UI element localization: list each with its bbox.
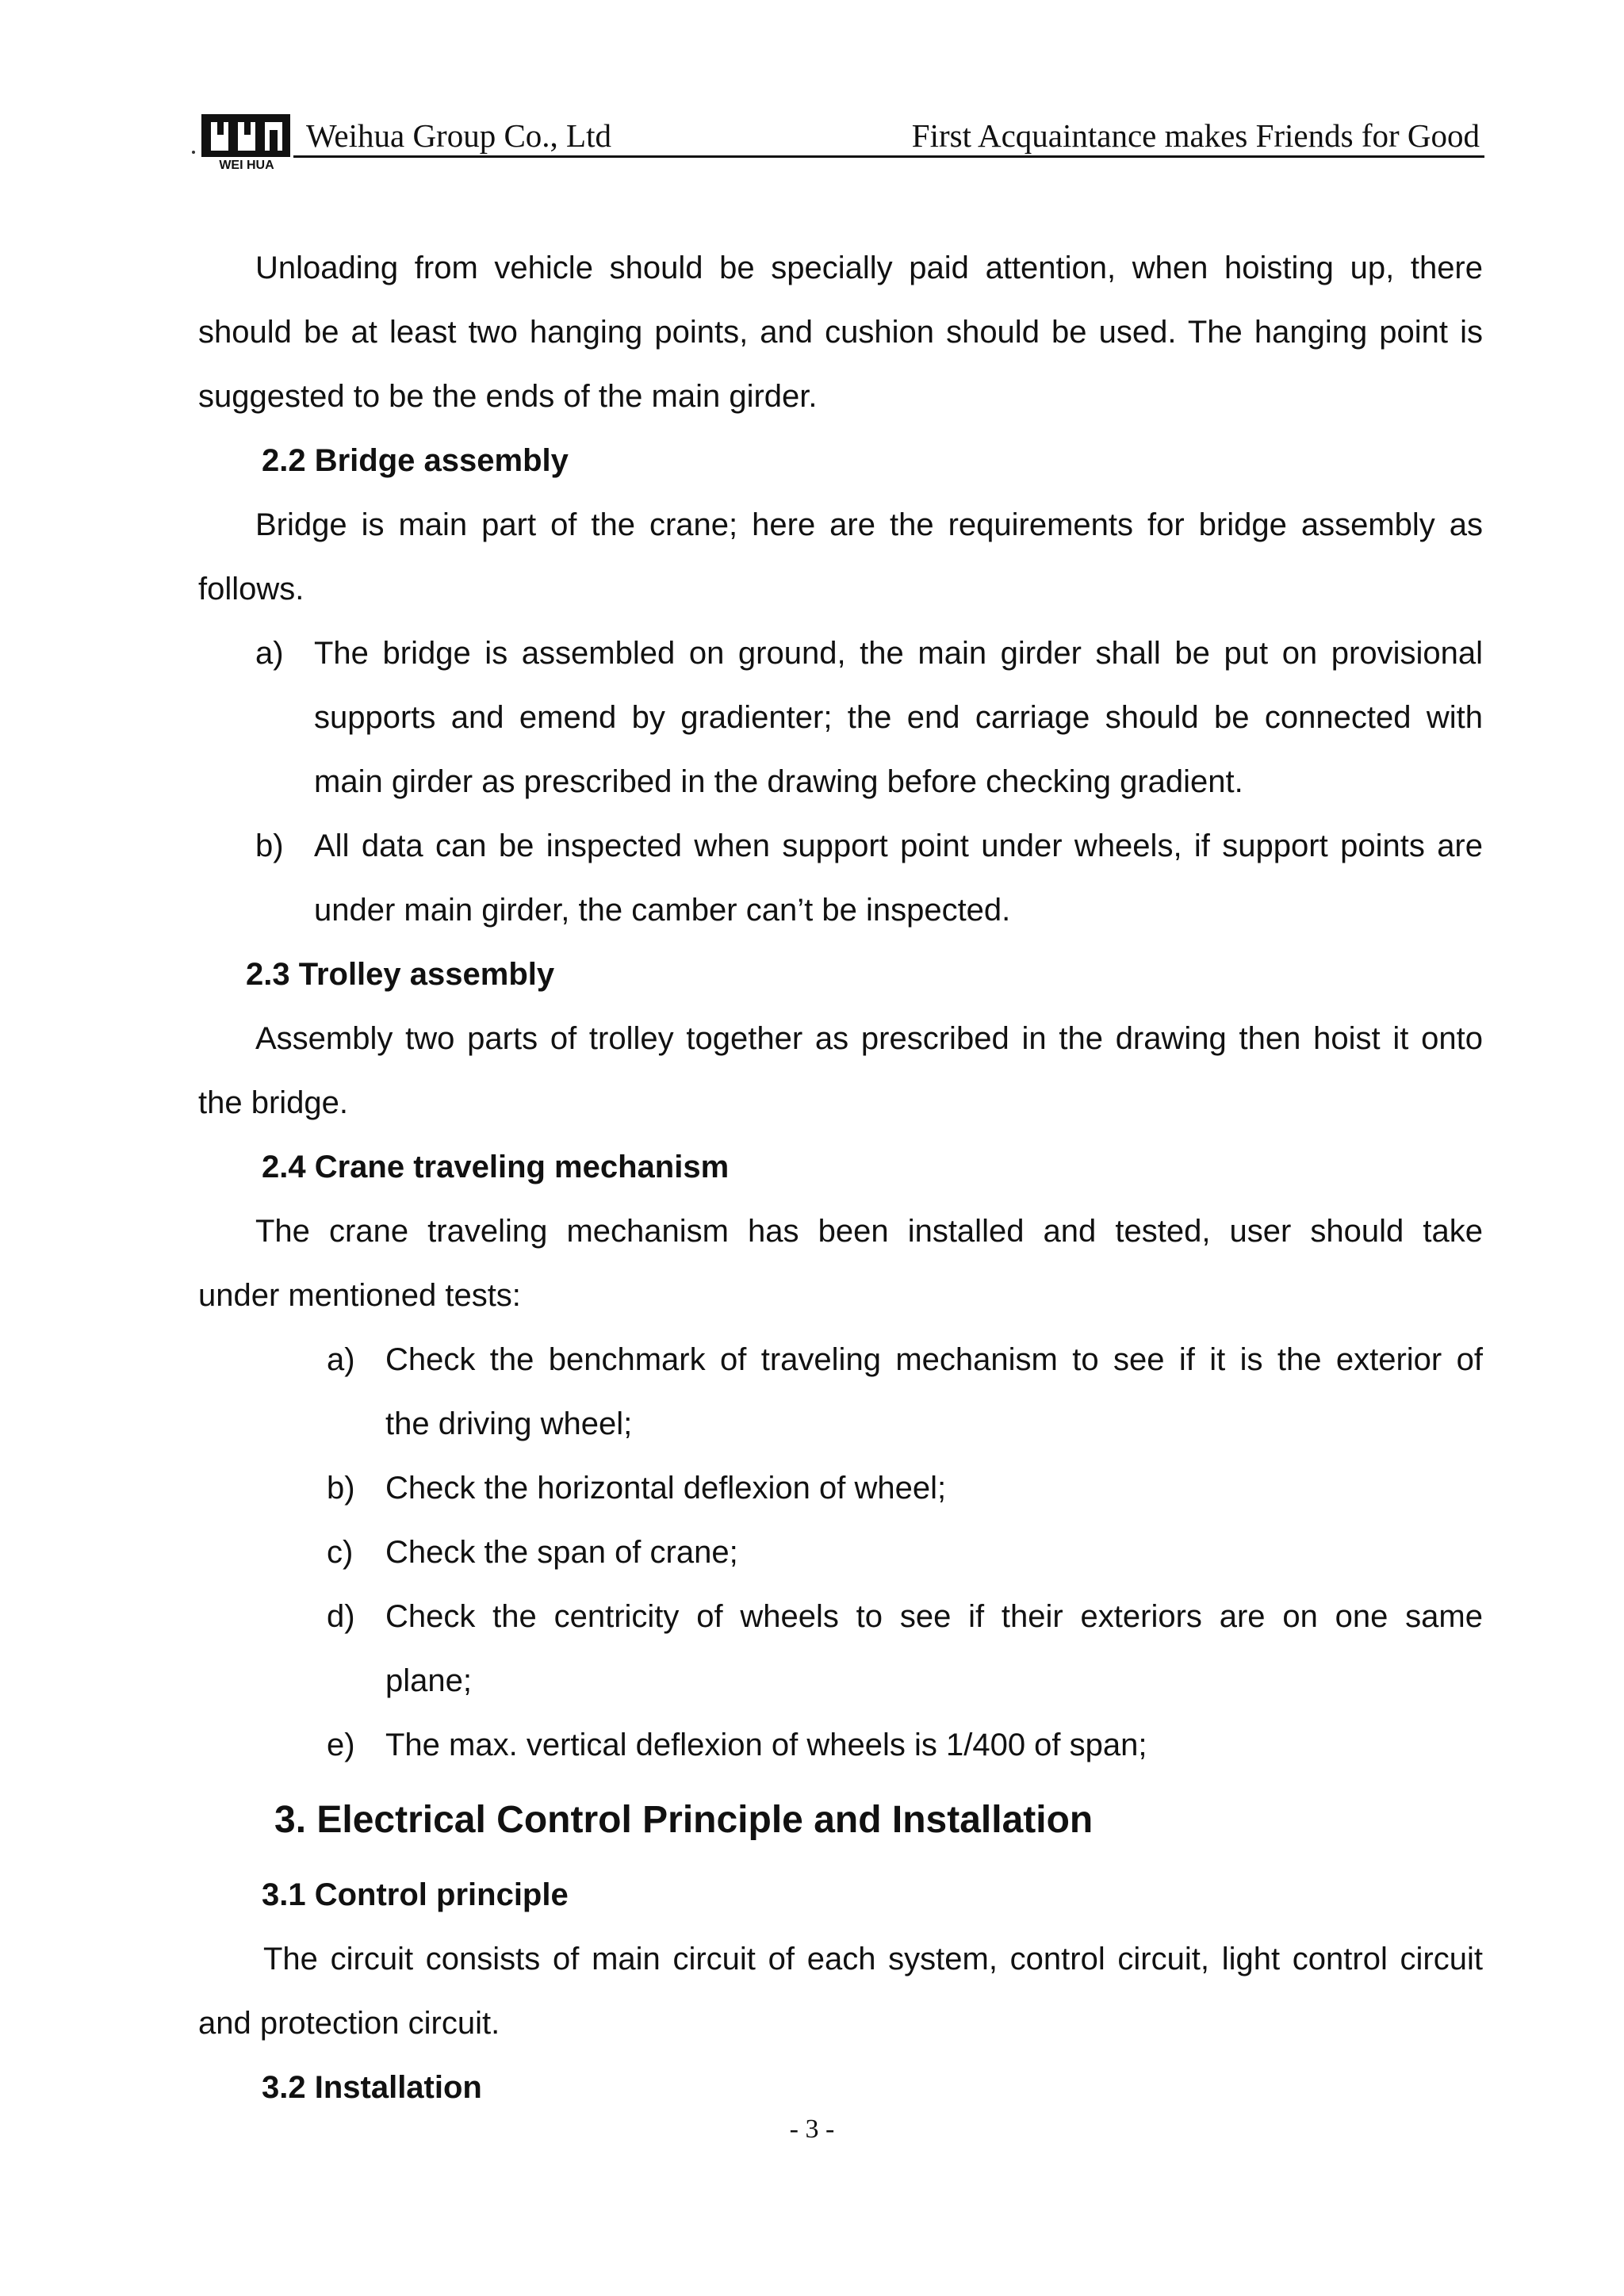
intro-line-3: suggested to be the ends of the main girder. [198,379,818,414]
s24-line-2: under mentioned tests: [198,1278,521,1313]
section-heading-3-1: 3.1 Control principle [262,1877,569,1912]
s31-line-1: The circuit consists of main circuit of each system, control circuit, light control circuit [263,1942,1483,1976]
s22-line-2: follows. [198,572,304,607]
header-dot [192,151,195,154]
list-marker: a) [255,636,284,671]
s23-line-1: Assembly two parts of trolley together as prescribed in the drawing then hoist it onto [255,1021,1483,1056]
s22-item-a-line-3: main girder as prescribed in the drawing before checking gradient. [314,764,1243,799]
section-heading-3-2: 3.2 Installation [262,2070,482,2105]
page-header [200,113,1484,171]
s24-item-c-line-1: Check the span of crane; [385,1535,738,1570]
s22-line-1: Bridge is main part of the crane; here are the requirements for bridge assembly as [255,507,1483,542]
s24-item-d-line-1: Check the centricity of wheels to see if their exteriors are on one same [385,1599,1483,1634]
s22-item-b-line-1: All data can be inspected when support point under wheels, if support points are [314,828,1483,863]
section-heading-2-4: 2.4 Crane traveling mechanism [262,1150,730,1184]
list-marker: c) [327,1535,354,1570]
weihua-logo [200,113,293,171]
s24-item-a-line-1: Check the benchmark of traveling mechanism to see if it is the exterior of [385,1342,1483,1377]
chapter-heading-3: 3. Electrical Control Principle and Installation [274,1799,1094,1841]
s24-item-d-line-2: plane; [385,1663,472,1698]
s24-item-a-line-2: the driving wheel; [385,1406,633,1441]
s24-item-e-line-1: The max. vertical deflexion of wheels is 1/400 of span; [385,1728,1147,1762]
list-marker: b) [327,1471,355,1506]
s22-item-a-line-1: The bridge is assembled on ground, the main girder shall be put on provisional [314,636,1483,671]
intro-line-2: should be at least two hanging points, and cushion should be used. The hanging point is [198,315,1483,350]
page-number: - 3 - [789,2114,835,2144]
header-slogan: First Acquaintance makes Friends for Good [911,117,1480,154]
list-marker: e) [327,1728,355,1762]
intro-line-1: Unloading from vehicle should be specially paid attention, when hoisting up, there [255,251,1483,285]
s22-item-a-line-2: supports and emend by gradienter; the end carriage should be connected with [314,700,1483,735]
s24-line-1: The crane traveling mechanism has been installed and tested, user should take [255,1214,1483,1249]
s24-item-b-line-1: Check the horizontal deflexion of wheel; [385,1471,947,1506]
header-rule [293,155,1484,158]
list-marker: b) [255,828,284,863]
company-name: Weihua Group Co., Ltd [306,117,611,154]
list-marker: a) [327,1342,355,1377]
s22-item-b-line-2: under main girder, the camber can’t be inspected. [314,893,1011,928]
s31-line-2: and protection circuit. [198,2006,500,2041]
section-heading-2-3: 2.3 Trolley assembly [246,957,555,992]
s23-line-2: the bridge. [198,1085,349,1120]
list-marker: d) [327,1599,355,1634]
section-heading-2-2: 2.2 Bridge assembly [262,443,569,478]
logo-text: WEI HUA [219,159,274,171]
